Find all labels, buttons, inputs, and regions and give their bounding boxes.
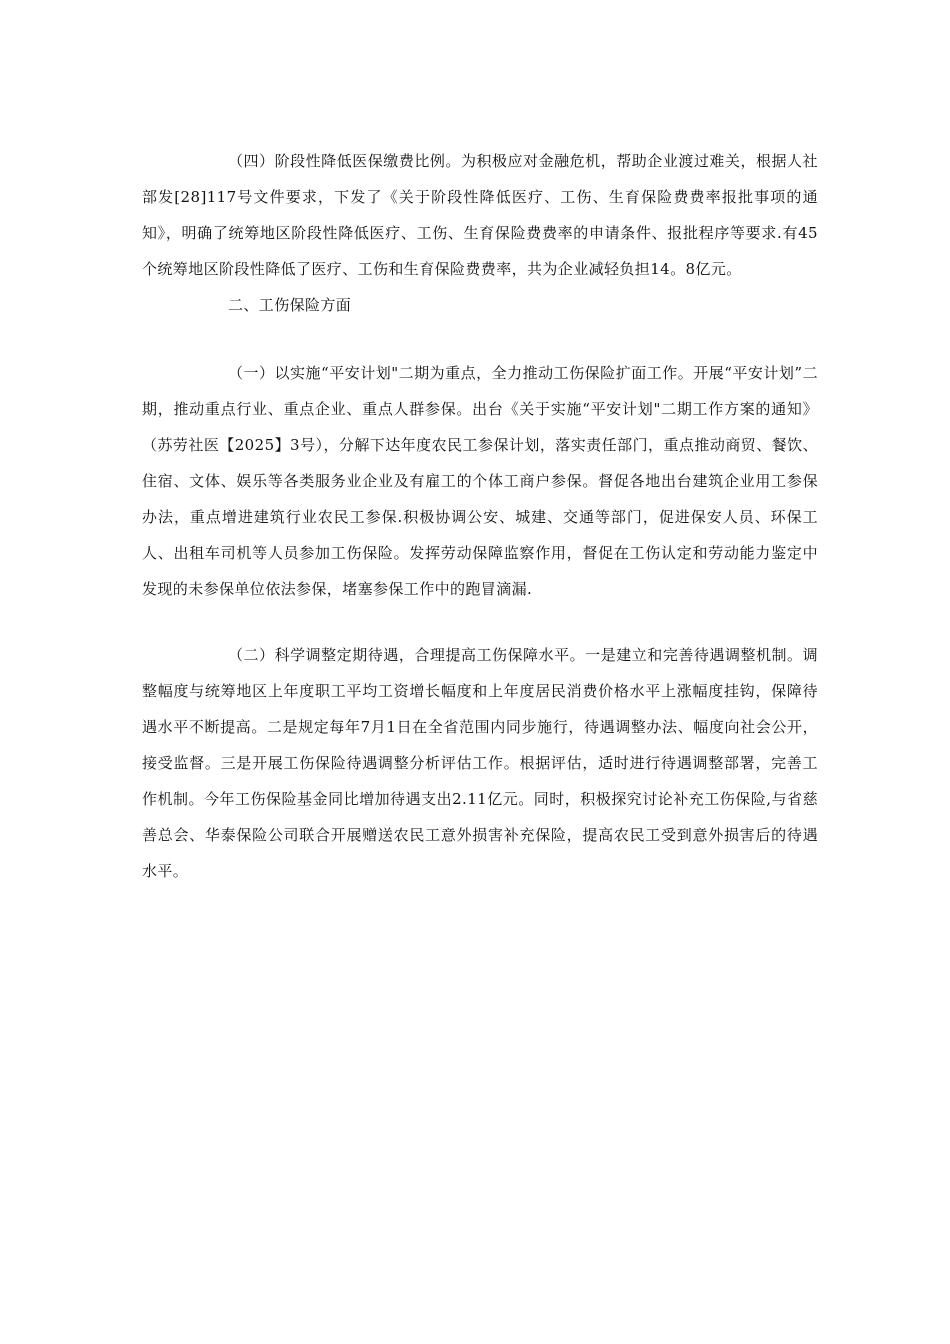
paragraph-safety-plan: （一）以实施“平安计划"二期为重点，全力推动工伤保险扩面工作。开展“平安计划”二期，推动重点行业、重点企业、重点人群参保。出台《关于实施“平安计划"二期工作方案的通知》（苏劳社医【2025】3号），分解下达年度农民工参保计划，落实责任部门，重点推动商贸、餐饮、住宿、文体、娱乐等各类服务业企业及有雇工的个体工商户参保。督促各地出台建筑企业用工参保办法，重点增进建筑行业农民工参保.积极协调公安、城建、交通等部门，促进保安人员、环保工人、出租车司机等人员参加工伤保险。发挥劳动保障监察作用，督促在工伤认定和劳动能力鉴定中发现的未参保单位依法参保，堵塞参保工作中的跑冒滴漏. xyxy=(142,364,818,598)
paragraph-benefit-adjustment: （二）科学调整定期待遇，合理提高工伤保障水平。一是建立和完善待遇调整机制。调整幅度与统筹地区上年度职工平均工资增长幅度和上年度居民消费价格水平上涨幅度挂钩，保障待遇水平不断提高。二是规定每年7月1日在全省范围内同步施行，待遇调整办法、幅度向社会公开，接受监督。三是开展工伤保险待遇调整分析评估工作。根据评估，适时进行待遇调整部署，完善工作机制。今年工伤保险基金同比增加待遇支出2.11亿元。同时，积极探究讨论补充工伤保险,与省慈善总会、华泰保险公司联合开展赠送农民工意外损害补充保险，提高农民工受到意外损害后的待遇水平。 xyxy=(142,646,818,880)
paragraph-medical-insurance-rate: （四）阶段性降低医保缴费比例。为积极应对金融危机，帮助企业渡过难关，根据人社部发[28]117号文件要求，下发了《关于阶段性降低医疗、工伤、生育保险费费率报批事项的通知》，明确了统筹地区阶段性降低医疗、工伤、生育保险费费率的申请条件、报批程序等要求.有45个统筹地区阶段性降低了医疗、工伤和生育保险费费率，共为企业减轻负担14。8亿元。 xyxy=(142,152,818,278)
section-heading-work-injury: 二、工伤保险方面 xyxy=(228,296,352,314)
document-body xyxy=(142,143,818,889)
